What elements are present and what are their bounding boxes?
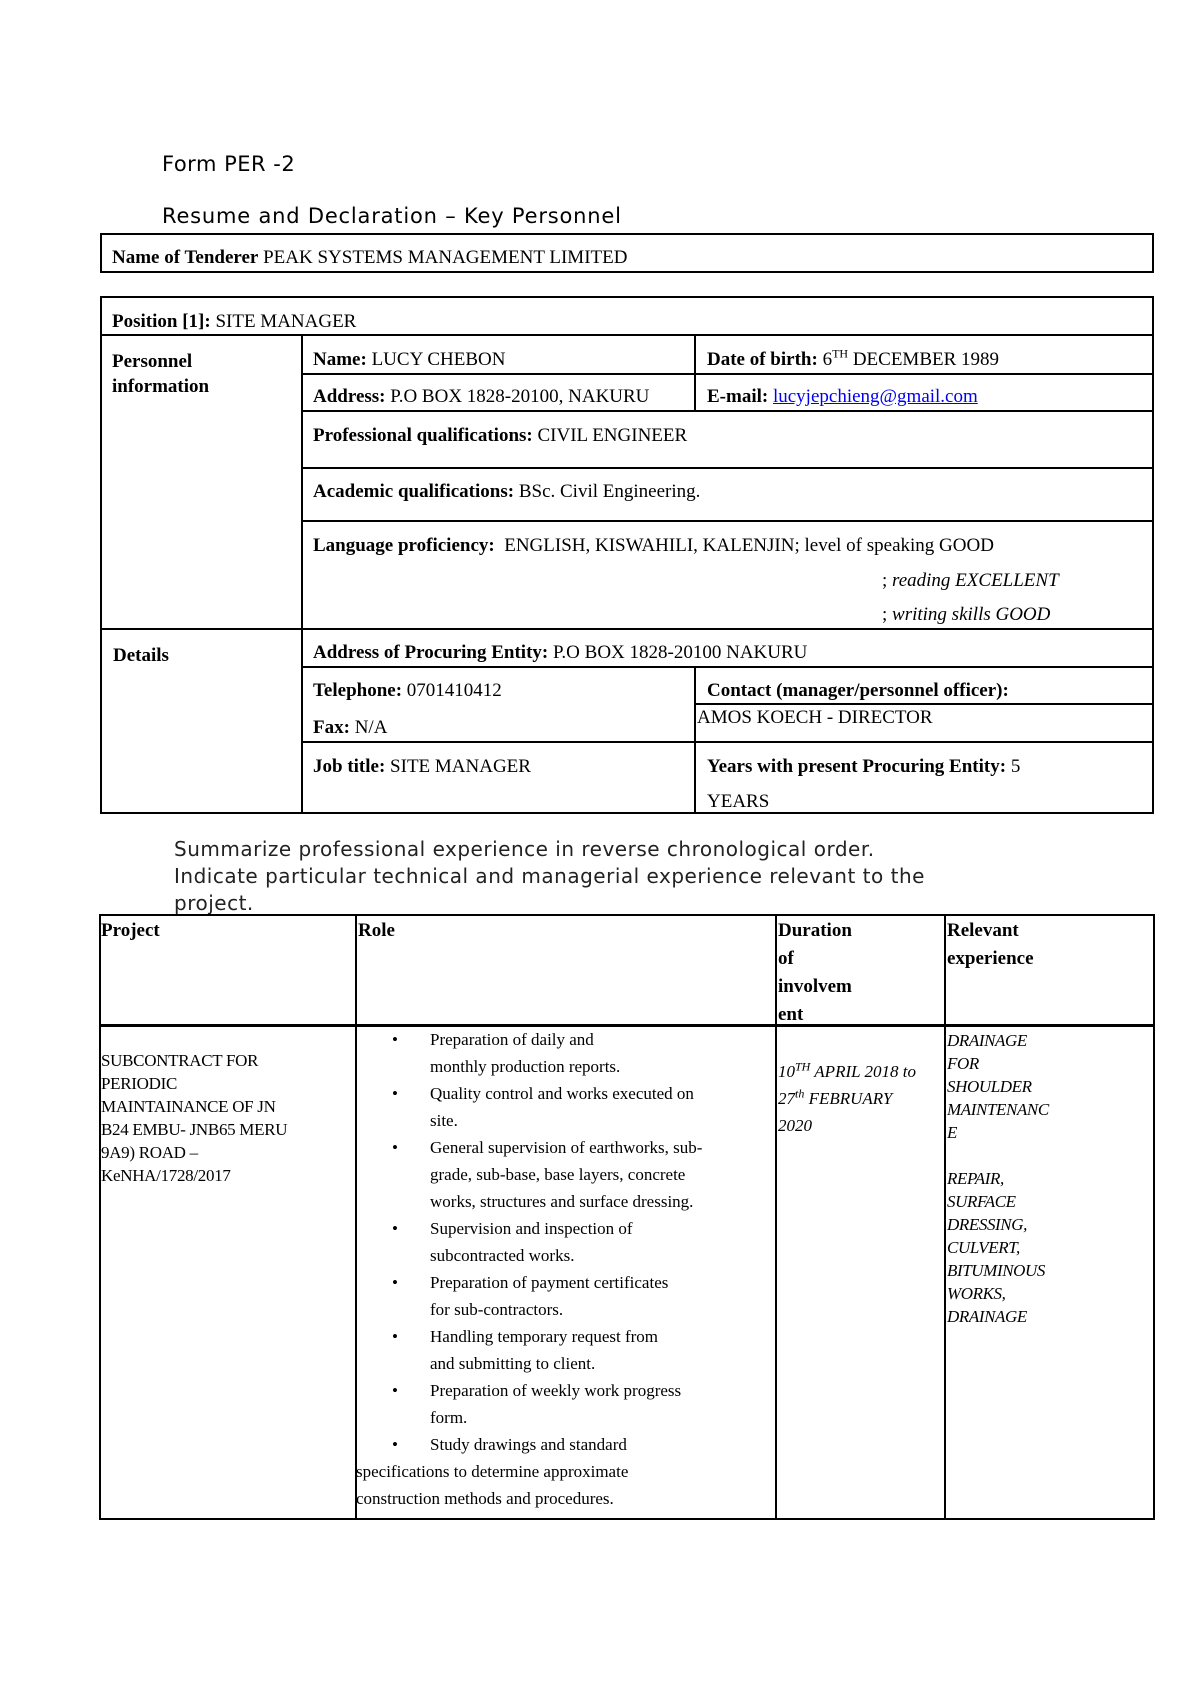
position-label: Position [1]: — [112, 311, 211, 332]
header-duration: Duration of involvem ent — [778, 920, 852, 1025]
table-rule — [694, 666, 696, 814]
summary-line: Indicate particular technical and managerial experience relevant to the — [174, 864, 925, 888]
role-bullet: • Quality control and works executed on site. — [356, 1080, 756, 1134]
language-value: ENGLISH, KISWAHILI, KALENJIN; level of speaking GOOD — [504, 535, 994, 556]
table-rule — [302, 467, 1154, 469]
tenderer-value: PEAK SYSTEMS MANAGEMENT LIMITED — [263, 247, 628, 268]
role-bullet: • Preparation of payment certificates for sub-contractors. — [356, 1269, 756, 1323]
tenderer-label: Name of Tenderer — [112, 247, 259, 268]
entity-address-label: Address of Procuring Entity: — [313, 642, 549, 663]
years-value-unit: YEARS — [707, 791, 770, 812]
name-line — [313, 348, 505, 372]
address-line — [313, 385, 649, 409]
personnel-section-label: Personnel — [112, 351, 193, 372]
prof-qual-label: Professional qualifications: — [313, 425, 533, 446]
table-rule — [302, 410, 1154, 412]
header-project: Project — [101, 920, 160, 941]
table-rule — [301, 334, 303, 814]
language-reading-prefix: ; — [882, 570, 893, 591]
header-relevant-experience: Relevant experience — [947, 920, 1034, 969]
address-label: Address: — [313, 386, 386, 407]
role-bullet: • Handling temporary request from and submitting to client. — [356, 1323, 756, 1377]
table-rule — [100, 628, 1154, 630]
role-bullet: • Study drawings and standard specifications to determine approximate construction methods and procedures. — [356, 1431, 756, 1512]
prof-qual-value: CIVIL ENGINEER — [537, 425, 688, 446]
address-value: P.O BOX 1828-20100, NAKURU — [390, 386, 650, 407]
entity-address-line — [313, 641, 807, 665]
dob-line — [707, 348, 999, 372]
fax-label: Fax: — [313, 717, 350, 738]
job-title-label: Job title: — [313, 756, 386, 777]
language-writing-value: writing skills GOOD — [892, 604, 1051, 625]
language-line — [313, 534, 994, 558]
table-rule — [302, 741, 1154, 743]
table-rule — [100, 334, 1154, 336]
details-section-label: Details — [113, 645, 169, 666]
entity-address-value: P.O BOX 1828-20100 NAKURU — [552, 642, 808, 663]
language-reading — [882, 569, 1059, 593]
relevant-experience-cell: DRAINAGE FOR SHOULDER MAINTENANC E REPAIR, SURFACE DRESSING, CULVERT, BITUMINOUS WORKS, DRAINAGE — [947, 1031, 1049, 1326]
language-reading-value: reading EXCELLENT — [892, 570, 1059, 591]
position-value: SITE MANAGER — [215, 311, 357, 332]
table-rule — [944, 914, 946, 1520]
header-role: Role — [358, 920, 395, 941]
summary-line: Summarize professional experience in reverse chronological order. — [174, 837, 875, 861]
acad-qual-line — [313, 480, 700, 504]
acad-qual-value: BSc. Civil Engineering. — [518, 481, 701, 502]
form-title: Form PER -2 — [162, 152, 296, 176]
language-writing-prefix: ; — [882, 604, 893, 625]
email-link[interactable]: lucyjepchieng@gmail.com — [772, 386, 978, 407]
table-rule — [694, 334, 696, 411]
dob-label: Date of birth: — [707, 349, 818, 370]
role-bullet: • Supervision and inspection of subcontracted works. — [356, 1215, 756, 1269]
prof-qual-line — [313, 424, 687, 448]
dob-sup: TH — [832, 346, 849, 361]
contact-label: Contact (manager/personnel officer): — [707, 680, 1009, 701]
form-subtitle: Resume and Declaration – Key Personnel — [162, 204, 622, 228]
duration-cell: 10TH APRIL 2018 to 27th FEBRUARY 2020 — [778, 1059, 916, 1135]
fax-value: N/A — [354, 717, 388, 738]
name-value: LUCY CHEBON — [371, 349, 506, 370]
role-bullet-list — [356, 1026, 756, 1512]
role-bullet: • General supervision of earthworks, sub- grade, sub-base, base layers, concrete works, structures and surface dressing. — [356, 1134, 756, 1215]
table-rule — [302, 666, 1154, 668]
telephone-label: Telephone: — [313, 680, 403, 701]
email-label: E-mail: — [707, 386, 769, 407]
role-bullet: • Preparation of weekly work progress form. — [356, 1377, 756, 1431]
summary-line: project. — [174, 891, 254, 915]
name-label: Name: — [313, 349, 367, 370]
language-label: Language proficiency: — [313, 535, 495, 556]
project-cell: SUBCONTRACT FOR PERIODIC MAINTAINANCE OF JN B24 EMBU- JNB65 MERU 9A9) ROAD – KeNHA/1728/2017 — [101, 1051, 288, 1185]
personnel-section-label: information — [112, 376, 210, 397]
tenderer-line — [112, 246, 627, 270]
table-rule — [302, 520, 1154, 522]
table-rule — [775, 914, 777, 1520]
dob-day: 6 — [822, 349, 833, 370]
years-line — [707, 755, 1020, 779]
years-value: 5 — [1010, 756, 1021, 777]
years-label: Years with present Procuring Entity: — [707, 756, 1007, 777]
job-title-line — [313, 755, 531, 779]
position-line — [112, 310, 356, 334]
language-writing — [882, 603, 1050, 627]
acad-qual-label: Academic qualifications: — [313, 481, 515, 502]
table-rule — [302, 373, 1154, 375]
telephone-line — [313, 679, 502, 703]
dob-rest: DECEMBER 1989 — [852, 349, 1000, 370]
contact-value: AMOS KOECH - DIRECTOR — [697, 707, 933, 728]
table-rule — [695, 703, 1154, 705]
summary-text — [174, 836, 925, 917]
job-title-value: SITE MANAGER — [390, 756, 531, 777]
email-line — [707, 385, 978, 409]
role-bullet: • Preparation of daily and monthly production reports. — [356, 1026, 756, 1080]
fax-line — [313, 716, 387, 740]
telephone-value: 0701410412 — [406, 680, 502, 701]
